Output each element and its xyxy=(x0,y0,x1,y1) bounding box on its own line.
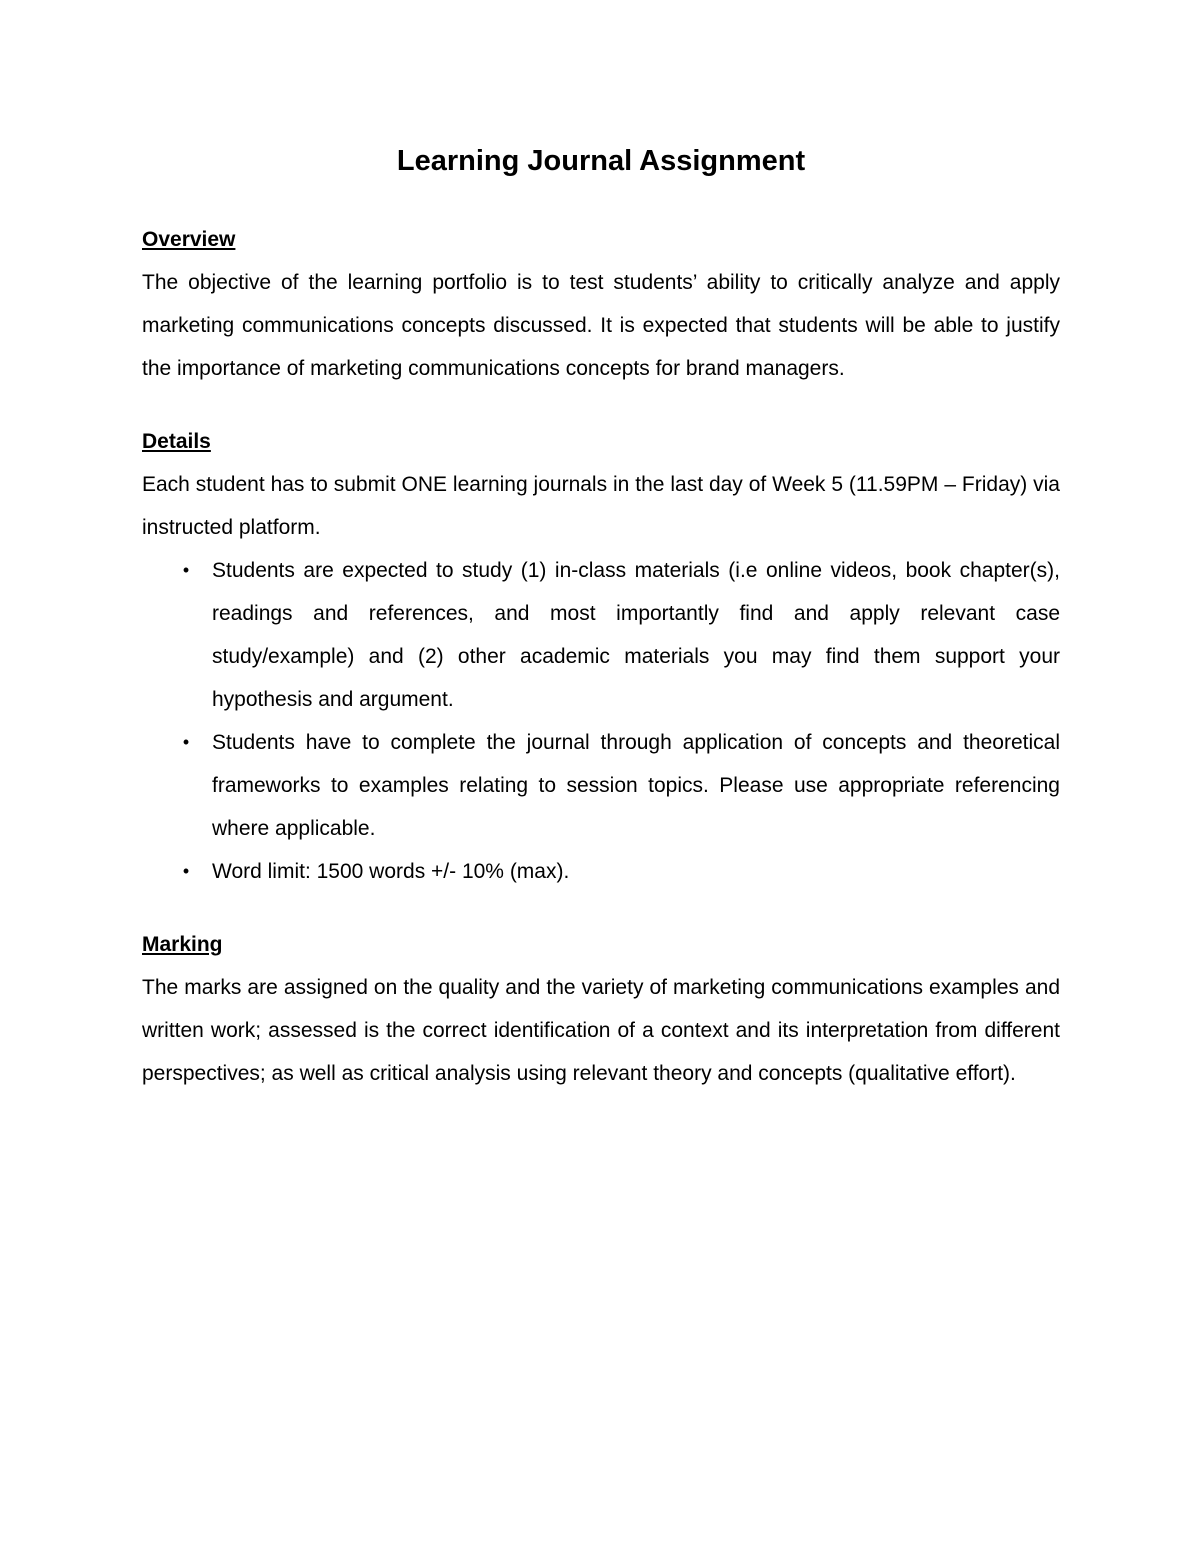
list-item xyxy=(142,721,1060,850)
bullet-text: Students are expected to study (1) in-class materials (i.e online videos, book chapter(s), readings and references, and most importantly find and apply relevant case study/example) and (2) other academic materials you may find them support your hypothesis and argument. xyxy=(212,559,1060,711)
bullet-text: Word limit: 1500 words +/- 10% (max). xyxy=(212,860,570,883)
list-item xyxy=(142,549,1060,721)
marking-section xyxy=(142,923,1060,1095)
document-page xyxy=(142,138,1060,1095)
marking-body: The marks are assigned on the quality and the variety of marketing communications examples and written work; assessed is the correct identification of a context and its interpretation from different perspectives; as well as critical analysis using relevant theory and concepts (qualitative effort). xyxy=(142,976,1060,1085)
bullet-icon: • xyxy=(182,861,190,881)
list-item xyxy=(142,850,1060,893)
details-section xyxy=(142,420,1060,893)
marking-heading: Marking xyxy=(142,933,223,956)
overview-heading: Overview xyxy=(142,228,236,251)
details-heading: Details xyxy=(142,430,211,453)
bullet-icon: • xyxy=(182,732,190,752)
details-bullet-list xyxy=(142,549,1060,893)
overview-section xyxy=(142,218,1060,390)
bullet-icon: • xyxy=(182,560,190,580)
bullet-text: Students have to complete the journal through application of concepts and theoretical frameworks to examples relating to session topics. Please use appropriate referencing where applicable. xyxy=(212,731,1060,840)
overview-body: The objective of the learning portfolio is to test students’ ability to critically analyze and apply marketing communications concepts discussed. It is expected that students will be able to justify the importance of marketing communications concepts for brand managers. xyxy=(142,271,1060,380)
document-title: Learning Journal Assignment xyxy=(396,145,806,177)
details-body: Each student has to submit ONE learning journals in the last day of Week 5 (11.59PM – Friday) via instructed platform. xyxy=(142,473,1060,539)
